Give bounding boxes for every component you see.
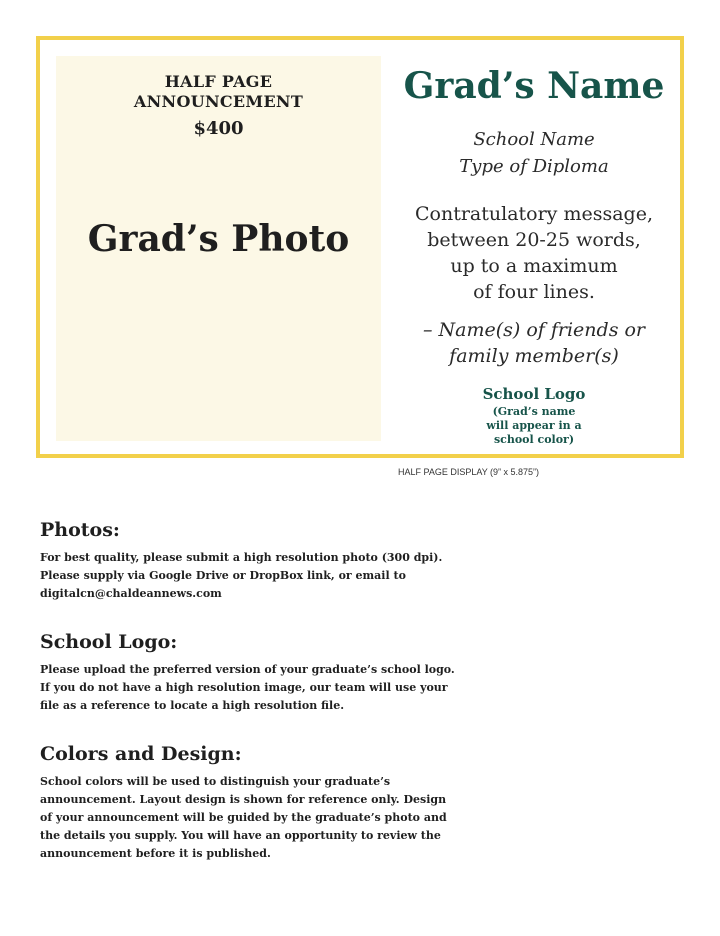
- photos-section: [40, 517, 443, 603]
- body-line: announcement before it is published.: [40, 847, 271, 860]
- announcement-sample-frame: [36, 36, 684, 458]
- message-line: of four lines.: [473, 281, 595, 303]
- section-body: [40, 661, 455, 715]
- section-heading: School Logo:: [40, 631, 178, 653]
- body-line: digitalcn@chaldeannews.com: [40, 587, 222, 600]
- congratulatory-message: [400, 201, 668, 305]
- message-line: Contratulatory message,: [414, 203, 653, 225]
- section-body: [40, 773, 447, 863]
- message-line: up to a maximum: [450, 255, 618, 277]
- school-logo-section: [40, 629, 455, 715]
- body-line: the details you supply. You will have an opportunity to review the: [40, 829, 441, 842]
- body-line: For best quality, please submit a high resolution photo (300 dpi).: [40, 551, 443, 564]
- section-heading: Photos:: [40, 519, 120, 541]
- display-size-caption: HALF PAGE DISPLAY (9” x 5.875”): [398, 467, 540, 477]
- photo-placeholder-box: [56, 56, 381, 441]
- signature-line: family member(s): [449, 345, 619, 367]
- body-line: School colors will be used to distinguish your graduate’s: [40, 775, 391, 788]
- section-body: [40, 549, 443, 603]
- logo-note-line: (Grad’s name: [492, 405, 576, 418]
- grad-name: Grad’s Name: [403, 65, 665, 107]
- logo-note-line: will appear in a: [486, 419, 582, 432]
- school-logo-placeholder: School Logo: [482, 385, 586, 403]
- section-heading: Colors and Design:: [40, 743, 242, 765]
- logo-note-line: school color): [493, 433, 575, 446]
- body-line: file as a reference to locate a high resolution file.: [40, 699, 345, 712]
- diploma-type: Type of Diploma: [459, 156, 609, 177]
- school-name: School Name: [473, 129, 595, 150]
- ad-size-label-line: HALF PAGE: [164, 72, 273, 91]
- announcement-text-column: [400, 64, 668, 447]
- ad-size-label: [56, 72, 381, 112]
- message-line: between 20-25 words,: [427, 229, 641, 251]
- body-line: Please upload the preferred version of your graduate’s school logo.: [40, 663, 455, 676]
- ad-size-label-line: ANNOUNCEMENT: [133, 92, 304, 111]
- signature: [400, 317, 668, 369]
- body-line: announcement. Layout design is shown for reference only. Design: [40, 793, 447, 806]
- body-line: Please supply via Google Drive or DropBox link, or email to: [40, 569, 406, 582]
- school-logo-note: [400, 405, 668, 447]
- colors-design-section: [40, 741, 447, 863]
- signature-line: – Name(s) of friends or: [422, 319, 646, 341]
- grad-photo-placeholder: Grad’s Photo: [87, 218, 350, 260]
- ad-price: $400: [193, 118, 244, 139]
- body-line: of your announcement will be guided by the graduate’s photo and: [40, 811, 447, 824]
- body-line: If you do not have a high resolution image, our team will use your: [40, 681, 448, 694]
